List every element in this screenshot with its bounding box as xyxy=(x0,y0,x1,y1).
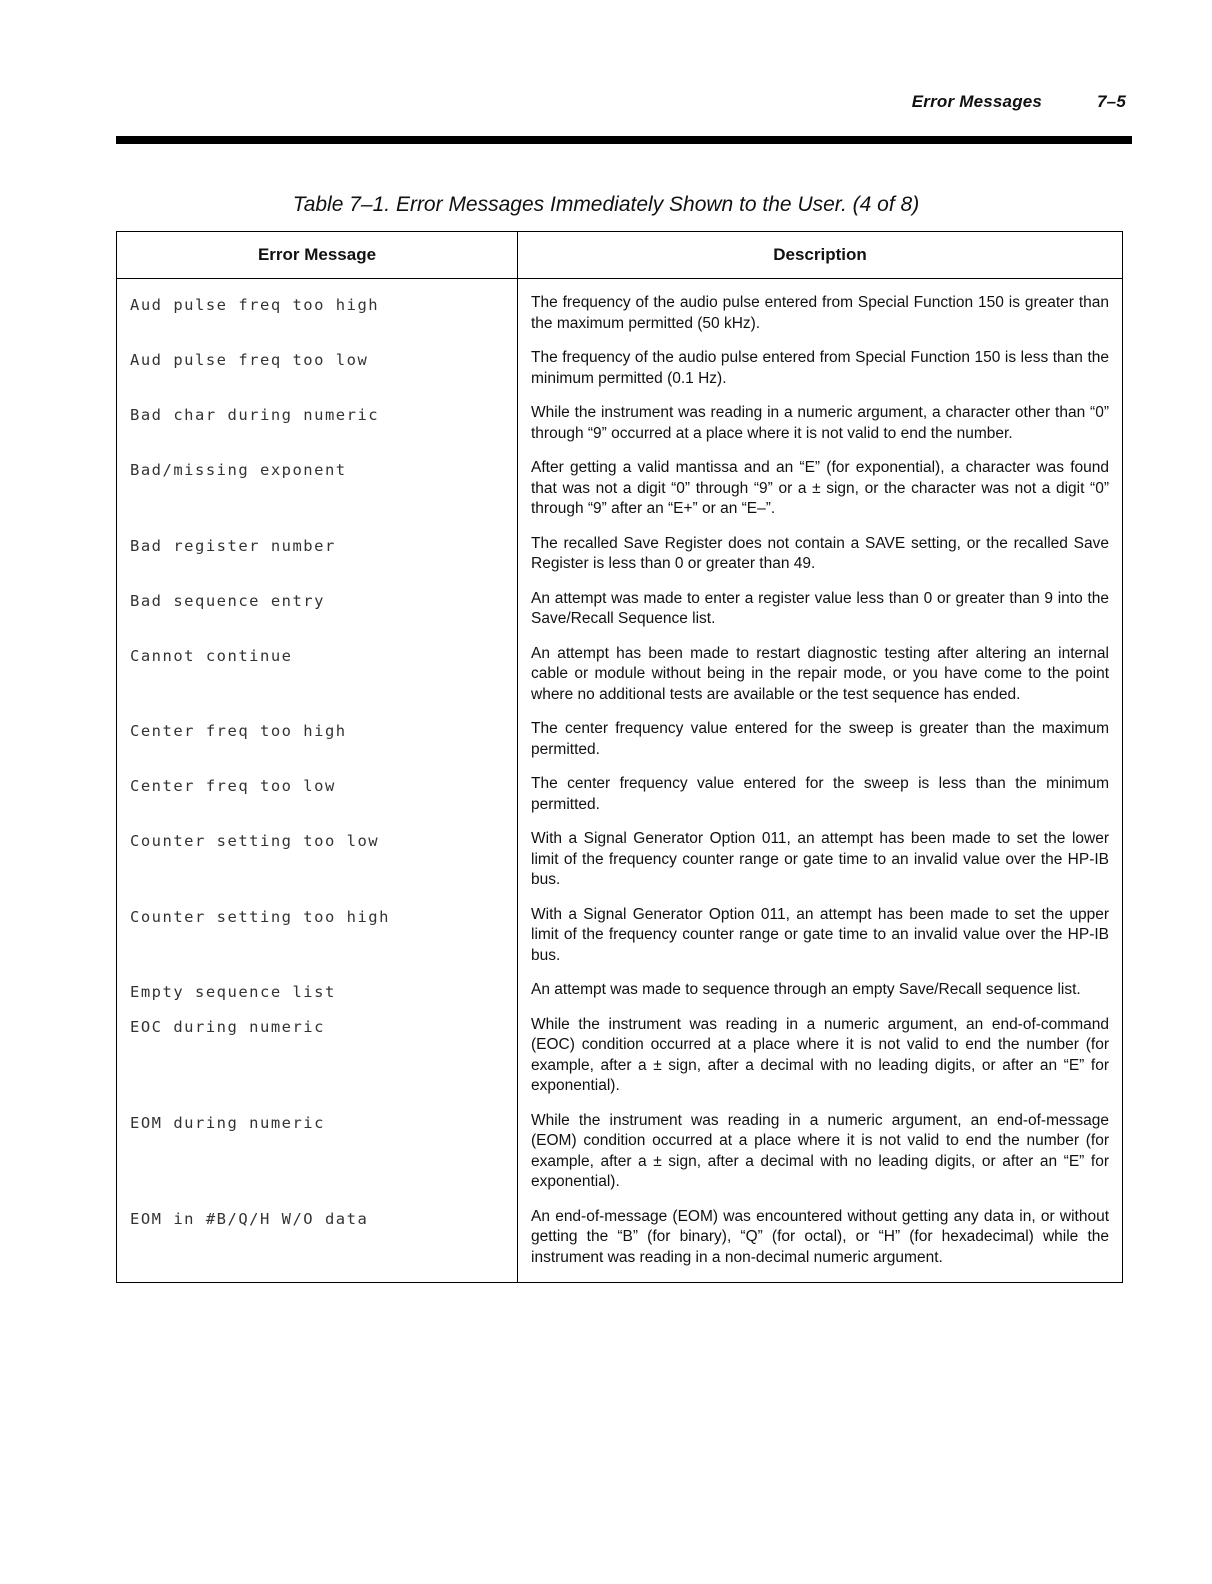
error-message-cell xyxy=(117,644,518,720)
error-message-cell xyxy=(117,458,518,534)
description-cell: While the instrument was reading in a numeric argument, a character other than “0” through “9” occurred at a place where it is not valid to end the number. xyxy=(518,403,1123,458)
section-title: Error Messages xyxy=(911,92,1043,111)
error-message-text: Cannot continue xyxy=(130,646,293,665)
error-message-text: Bad/missing exponent xyxy=(130,461,347,479)
error-message-cell xyxy=(117,279,518,349)
description-cell: After getting a valid mantissa and an “E” (for exponential), a character was found that was not a digit “0” through “9” or a ± sign, or the character was not a digit “0” through “9” after an “E+” or an “E–”. xyxy=(518,458,1123,534)
table-row xyxy=(117,774,1123,829)
table-row xyxy=(117,1111,1123,1207)
error-message-text: EOM during numeric xyxy=(130,1113,325,1132)
description-cell: An end-of-message (EOM) was encountered without getting any data in, or without getting the “B” (for binary), “Q” (for octal), or “H” (for hexadecimal) while the instrument was reading in a non-decimal numeric argument. xyxy=(518,1207,1123,1283)
error-message-text: Bad char during numeric xyxy=(130,406,380,424)
error-message-text: Bad sequence entry xyxy=(130,591,325,610)
error-message-text: Center freq too low xyxy=(130,777,336,795)
description-cell: The center frequency value entered for the sweep is less than the minimum permitted. xyxy=(518,774,1123,829)
table-row xyxy=(117,279,1123,349)
error-message-cell xyxy=(117,1111,518,1207)
description-cell: The center frequency value entered for the sweep is greater than the maximum permitted. xyxy=(518,719,1123,774)
table-caption: Table 7–1. Error Messages Immediately Shown to the User. (4 of 8) xyxy=(292,193,920,216)
page-header xyxy=(912,92,1126,112)
table-row xyxy=(117,403,1123,458)
error-message-text: Empty sequence list xyxy=(130,983,336,1001)
header-rule xyxy=(116,136,1132,144)
error-message-cell xyxy=(117,1207,518,1283)
table-body xyxy=(117,279,1123,1283)
table-row xyxy=(117,1015,1123,1111)
error-message-cell xyxy=(117,905,518,981)
error-message-text: EOM in #B/Q/H W/O data xyxy=(130,1209,369,1228)
description-cell: An attempt was made to enter a register value less than 0 or greater than 9 into the Save/Recall Sequence list. xyxy=(518,589,1123,644)
description-cell: The frequency of the audio pulse entered from Special Function 150 is greater than the maximum permitted (50 kHz). xyxy=(518,279,1123,349)
table-row xyxy=(117,644,1123,720)
table-row xyxy=(117,980,1123,1015)
error-message-text: EOC during numeric xyxy=(130,1017,325,1036)
error-message-text: Counter setting too high xyxy=(130,907,390,926)
page-number: 7–5 xyxy=(1097,92,1126,111)
description-cell: While the instrument was reading in a numeric argument, an end-of-message (EOM) condition occurred at a place where it is not valid to end the number (for example, after a ± sign, after a decimal with no leading digits, or after an “E” for exponential). xyxy=(518,1111,1123,1207)
error-message-cell xyxy=(117,403,518,458)
error-message-cell xyxy=(117,1015,518,1111)
description-cell: With a Signal Generator Option 011, an attempt has been made to set the upper limit of the frequency counter range or gate time to an invalid value over the HP-IB bus. xyxy=(518,905,1123,981)
description-cell: The recalled Save Register does not contain a SAVE setting, or the recalled Save Register is less than 0 or greater than 49. xyxy=(518,534,1123,589)
error-message-cell xyxy=(117,534,518,589)
description-cell: While the instrument was reading in a numeric argument, an end-of-command (EOC) condition occurred at a place where it is not valid to end the number (for example, after a ± sign, after a decimal with no leading digits, or after an “E” for exponential). xyxy=(518,1015,1123,1111)
column-header-description: Description xyxy=(518,232,1123,279)
table-row xyxy=(117,719,1123,774)
description-cell: The frequency of the audio pulse entered from Special Function 150 is less than the minimum permitted (0.1 Hz). xyxy=(518,348,1123,403)
error-messages-table xyxy=(116,231,1123,1283)
error-message-cell xyxy=(117,348,518,403)
error-message-cell xyxy=(117,719,518,774)
error-message-text: Bad register number xyxy=(130,536,336,555)
error-message-text: Aud pulse freq too low xyxy=(130,351,369,369)
error-message-text: Aud pulse freq too high xyxy=(130,296,380,314)
error-message-cell xyxy=(117,980,518,1015)
table-row xyxy=(117,589,1123,644)
table-row xyxy=(117,905,1123,981)
error-message-cell xyxy=(117,774,518,829)
table-row xyxy=(117,829,1123,905)
description-cell: With a Signal Generator Option 011, an attempt has been made to set the lower limit of the frequency counter range or gate time to an invalid value over the HP-IB bus. xyxy=(518,829,1123,905)
error-message-text: Counter setting too low xyxy=(130,832,380,850)
column-header-error-message: Error Message xyxy=(117,232,518,279)
error-message-cell xyxy=(117,829,518,905)
table-header-row xyxy=(117,232,1123,279)
description-cell: An attempt was made to sequence through an empty Save/Recall sequence list. xyxy=(518,980,1123,1015)
table-row xyxy=(117,348,1123,403)
error-message-cell xyxy=(117,589,518,644)
table-row xyxy=(117,1207,1123,1283)
table-row xyxy=(117,458,1123,534)
error-message-text: Center freq too high xyxy=(130,722,347,740)
table-row xyxy=(117,534,1123,589)
description-cell: An attempt has been made to restart diagnostic testing after altering an internal cable or module without being in the repair mode, or you have come to the point where no additional tests are available or the test sequence has ended. xyxy=(518,644,1123,720)
